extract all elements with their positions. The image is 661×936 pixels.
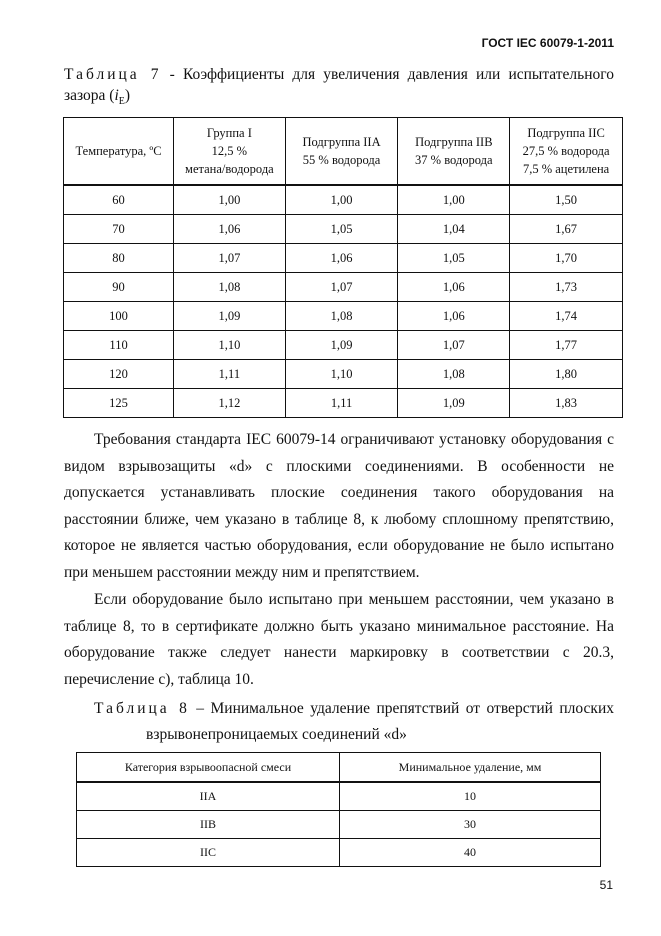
table-cell: 1,06: [398, 273, 510, 302]
table7-header-row: [64, 118, 623, 186]
paragraph-line: которое не является частью оборудования, если оборудование не было испытано: [64, 537, 614, 554]
table-cell: 1,06: [174, 215, 286, 244]
table-cell: 1,05: [398, 244, 510, 273]
table7-caption-close: ): [124, 87, 131, 104]
table8-header-row: [77, 753, 601, 783]
table-row: [64, 389, 623, 418]
table-cell: 1,77: [510, 331, 623, 360]
paragraph-line: Если оборудование было испытано при меньшем расстоянии, чем указано в: [94, 591, 614, 608]
table-cell: 125: [64, 389, 174, 418]
table-cell: 1,11: [285, 389, 398, 418]
paragraph-tested-distance: [64, 587, 614, 693]
table7-header-cell: Температура, ºС: [64, 118, 174, 186]
table-cell: 1,09: [285, 331, 398, 360]
table-cell: 1,11: [174, 360, 286, 389]
table7: [63, 117, 623, 418]
table-cell: 1,09: [398, 389, 510, 418]
table-row: [77, 782, 601, 811]
table-row: [77, 811, 601, 839]
table-cell: 100: [64, 302, 174, 331]
table8: [76, 752, 601, 867]
table-cell: 1,08: [398, 360, 510, 389]
table-row: [64, 302, 623, 331]
paragraph-line: видом взрывозащиты «d» с плоскими соединениями. В особенности не: [64, 457, 614, 475]
table-cell: 1,12: [174, 389, 286, 418]
table7-header-cell: Подгруппа IIC 27,5 % водорода 7,5 % ацетилена: [510, 118, 623, 186]
table-cell: 1,50: [510, 185, 623, 215]
table8-caption-text: – Минимальное удаление препятствий от отверстий плоских: [189, 700, 614, 717]
table-cell: IIC: [77, 839, 340, 867]
table-cell: 1,70: [510, 244, 623, 273]
table-cell: 40: [340, 839, 601, 867]
table8-header-cell: Категория взрывоопасной смеси: [77, 753, 340, 783]
paragraph-line: таблице 8, то в сертификате должно быть указано минимальное расстояние. На: [64, 617, 614, 635]
table7-caption-variable: i: [114, 87, 119, 104]
table-cell: 1,10: [285, 360, 398, 389]
table-cell: 30: [340, 811, 601, 839]
paragraph-line: оборудование также следует нанести маркировку в соответствии с 20.3,: [64, 644, 614, 661]
table-cell: 1,08: [285, 302, 398, 331]
document-code: ГОСТ IEC 60079-1-2011: [481, 36, 614, 50]
table-cell: 110: [64, 331, 174, 360]
table7-header-cell: Группа I 12,5 % метана/водорода: [174, 118, 286, 186]
table-row: [64, 360, 623, 389]
table-cell: 1,67: [510, 215, 623, 244]
table-cell: 10: [340, 782, 601, 811]
table-row: [77, 839, 601, 867]
table-cell: 1,06: [285, 244, 398, 273]
table7-caption-text: - Коэффициенты для увеличения давления или испытательного: [161, 66, 614, 83]
table-cell: 1,83: [510, 389, 623, 418]
table-cell: 90: [64, 273, 174, 302]
table-cell: 70: [64, 215, 174, 244]
table8-caption: [94, 696, 614, 748]
table8-caption-line2: взрывонепроницаемых соединений «d»: [146, 726, 407, 743]
table-row: [64, 331, 623, 360]
table-row: [64, 185, 623, 215]
table-cell: 1,08: [174, 273, 286, 302]
table7-header-cell: Подгруппа IIB 37 % водорода: [398, 118, 510, 186]
page-number: 51: [599, 878, 613, 892]
table8-caption-lead: Таблица 8: [94, 700, 190, 717]
table7-caption-subscript: E: [118, 96, 125, 108]
table-cell: 1,07: [285, 273, 398, 302]
table-cell: 1,00: [398, 185, 510, 215]
table-cell: 1,07: [174, 244, 286, 273]
table-cell: 120: [64, 360, 174, 389]
table7-header-cell: Подгруппа IIA 55 % водорода: [285, 118, 398, 186]
table7-caption-lead: Таблица 7: [64, 66, 162, 83]
paragraph-line: допускается устанавливать плоские соединения такого оборудования на: [64, 484, 614, 501]
table-cell: IIB: [77, 811, 340, 839]
table-cell: 1,73: [510, 273, 623, 302]
table-cell: 1,09: [174, 302, 286, 331]
table-cell: IIA: [77, 782, 340, 811]
table-cell: 1,04: [398, 215, 510, 244]
table7-caption-line2: зазора (: [64, 87, 115, 104]
table-cell: 1,00: [174, 185, 286, 215]
table-cell: 1,05: [285, 215, 398, 244]
table8-header-cell: Минимальное удаление, мм: [340, 753, 601, 783]
table-row: [64, 273, 623, 302]
table-row: [64, 244, 623, 273]
table-cell: 1,74: [510, 302, 623, 331]
paragraph-line: при меньшем расстоянии между ним и препятствием.: [64, 563, 420, 581]
table-row: [64, 215, 623, 244]
table-cell: 1,06: [398, 302, 510, 331]
paragraph-restrictions: [64, 427, 614, 586]
table-cell: 80: [64, 244, 174, 273]
paragraph-line: перечисление с), таблица 10.: [64, 670, 254, 688]
paragraph-line: расстоянии ближе, чем указано в таблице 8, к любому сплошному препятствию,: [64, 510, 614, 528]
table-cell: 1,10: [174, 331, 286, 360]
table-cell: 1,07: [398, 331, 510, 360]
table-cell: 1,80: [510, 360, 623, 389]
table-cell: 1,00: [285, 185, 398, 215]
table7-caption: [64, 64, 614, 112]
paragraph-line: Требования стандарта IEC 60079-14 ограничивают установку оборудования с: [94, 431, 614, 448]
table-cell: 60: [64, 185, 174, 215]
